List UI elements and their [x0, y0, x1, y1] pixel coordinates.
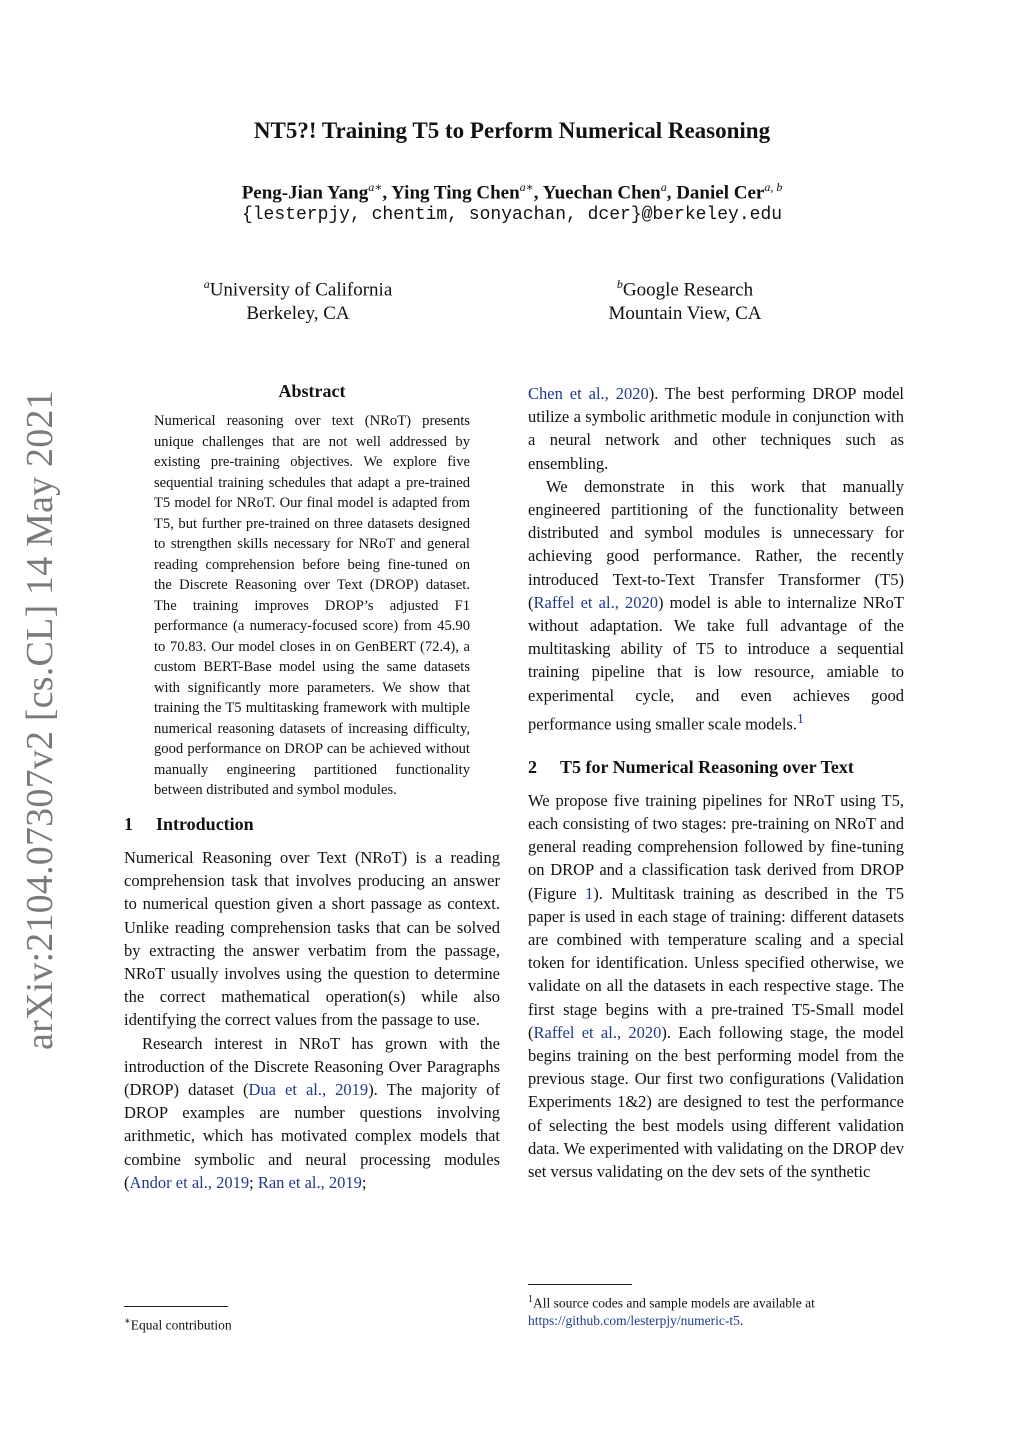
author-name: Daniel Cer: [676, 182, 765, 204]
citation-link[interactable]: Chen et al., 2020: [528, 384, 649, 403]
footnote-mark: ∗: [124, 1316, 131, 1327]
section-title: Introduction: [156, 813, 254, 834]
citation-link[interactable]: Raffel et al., 2020: [533, 592, 659, 612]
github-link[interactable]: https://github.com/lesterpjy/numeric-t5: [528, 1312, 740, 1328]
right-column: [528, 382, 904, 1183]
left-column: [124, 380, 500, 1194]
affiliation-mark: a: [203, 277, 210, 291]
author-name: Peng-Jian Yang: [241, 182, 369, 204]
affiliation-berkeley: [118, 272, 478, 326]
author-emails: {lesterpjy, chentim, sonyachan, dcer}@berkeley.edu: [241, 205, 783, 225]
citation-link[interactable]: Ran et al., 2019: [257, 1172, 362, 1192]
abstract-text: Numerical reasoning over text (NRoT) presents unique challenges that are not well addressed by existing pre-training objectives. We explore five sequential training schedules that adapt a pre-trained T5 model for NRoT. Our final model is adapted from T5, but further pre-trained on three datasets designed to strengthen skills necessary for NRoT and general reading comprehension before being fine-tuned on the Discrete Reasoning over Text (DROP) dataset. The training improves DROP’s adjusted F1 performance (a numeracy-focused score) from 45.90 to 70.83. Our model closes in on GenBERT (72.4), a custom BERT-Base model using the same datasets with significantly more parameters. We show that training the T5 multitasking framework with multiple numerical reasoning datasets of increasing difficulty, good performance on DROP can be achieved without manually engineering partitioned functionality between distributed and symbol modules.: [154, 413, 470, 799]
figure-link[interactable]: 1: [584, 883, 594, 903]
affiliation-name: Google Research: [622, 279, 754, 301]
footnote-rule: [528, 1284, 632, 1285]
footnote-text: Equal contribution: [130, 1317, 232, 1333]
section-number: 1: [124, 813, 133, 834]
paragraph: Numerical Reasoning over Text (NRoT) is a reading comprehension task that involves producing an answer to numerical question given a short passage as context. Unlike reading comprehension tasks that can be solved by extracting the answer verbatim from the passage, NRoT usually involves using the question to determine the correct mathematical operation(s) while also identifying the correct values from the passage to use.: [124, 847, 500, 1030]
author-affiliation-mark: a: [660, 180, 667, 194]
section-number: 2: [528, 756, 537, 777]
abstract-heading: Abstract: [278, 381, 346, 401]
author-name: Ying Ting Chen: [391, 182, 520, 204]
footnote-text: All source codes and sample models are available at: [533, 1295, 815, 1311]
footnote-equal-contribution: [124, 1296, 500, 1334]
citation-link[interactable]: Dua et al., 2019: [248, 1079, 369, 1099]
footnote-link[interactable]: 1: [796, 710, 804, 726]
footnote-mark: 1: [528, 1294, 533, 1305]
footnote-source-code: $^1$All source codes and sample models are available at https://github.com/lesterpjy/numeric-t5.: [528, 1274, 904, 1329]
author-name: Yuechan Chen: [542, 182, 661, 204]
paragraph: Chen et al., 2020). The best performing DROP model utilize a symbolic arithmetic module in conjunction with a neural network and other techniques such as ensembling.: [528, 384, 904, 473]
author-affiliation-mark: a∗: [519, 180, 534, 194]
affiliation-name: University of California: [209, 279, 393, 301]
paragraph: We demonstrate in this work that manually engineered partitioning of the functionality between distributed and symbol modules is unnecessary for achieving good performance. Rather, the recently introduced Text-to-Text Transfer Transformer (T5) (Raffel et al., 2020) model is able to internalize NRoT without adaptation. We take full advantage of the multitasking ability of T5 to introduce a sequential training pipeline that is low resource, amiable to experimental cycle, and even achieves good performance using smaller scale models.$^1$: [528, 476, 904, 734]
affiliation-mark: b: [616, 277, 623, 291]
affiliation-location: Berkeley, CA: [246, 303, 350, 325]
author-list: Peng-Jian Yang$^{a∗}$, Ying Ting Chen$^{a∗}$, Yuechan Chen$^a$, Daniel Cer$^{a, b}$: [241, 180, 783, 204]
section-heading-introduction: [124, 813, 500, 836]
affiliation-google: [505, 272, 865, 326]
footnote-rule: [124, 1306, 228, 1307]
paragraph: Research interest in NRoT has grown with the introduction of the Discrete Reasoning Over Paragraphs (DROP) dataset (Dua et al., 2019). The majority of DROP examples are number questions involving arithmetic, which has motivated complex models that combine symbolic and neural processing modules (Andor et al., 2019; Ran et al., 2019;: [124, 1033, 500, 1192]
citation-link[interactable]: Raffel et al., 2020: [533, 1022, 662, 1042]
paper-title: NT5?! Training T5 to Perform Numerical Reasoning: [253, 118, 771, 143]
paragraph: We propose five training pipelines for NRoT using T5, each consisting of two stages: pre-training on NRoT and general reading comprehension followed by fine-tuning on DROP and a classification task derived from DROP (Figure 1). Multitask training as described in the T5 paper is used in each stage of training: different datasets are combined with temperature scaling and a special token for identification. Unless specified otherwise, we validate on all the datasets in each respective stage. The first stage begins with a pre-trained T5-Small model (Raffel et al., 2020). Each following stage, the model begins training on the best performing model from the previous stage. Our first two configurations (Validation Experiments 1&2) are designed to test the performance of selecting the best models using different validation data. We experimented with validating on the DROP dev set versus validating on the dev sets of the synthetic: [528, 790, 905, 1181]
author-affiliation-mark: a, b: [764, 180, 783, 194]
section-title: T5 for Numerical Reasoning over Text: [560, 756, 854, 777]
affiliation-location: Mountain View, CA: [608, 303, 762, 325]
citation-link[interactable]: Andor et al., 2019: [129, 1172, 250, 1192]
author-affiliation-mark: a∗: [368, 180, 383, 194]
arxiv-identifier: arXiv:2104.07307v2 [cs.CL] 14 May 2021: [19, 390, 61, 1050]
section-heading-t5: [528, 756, 904, 779]
